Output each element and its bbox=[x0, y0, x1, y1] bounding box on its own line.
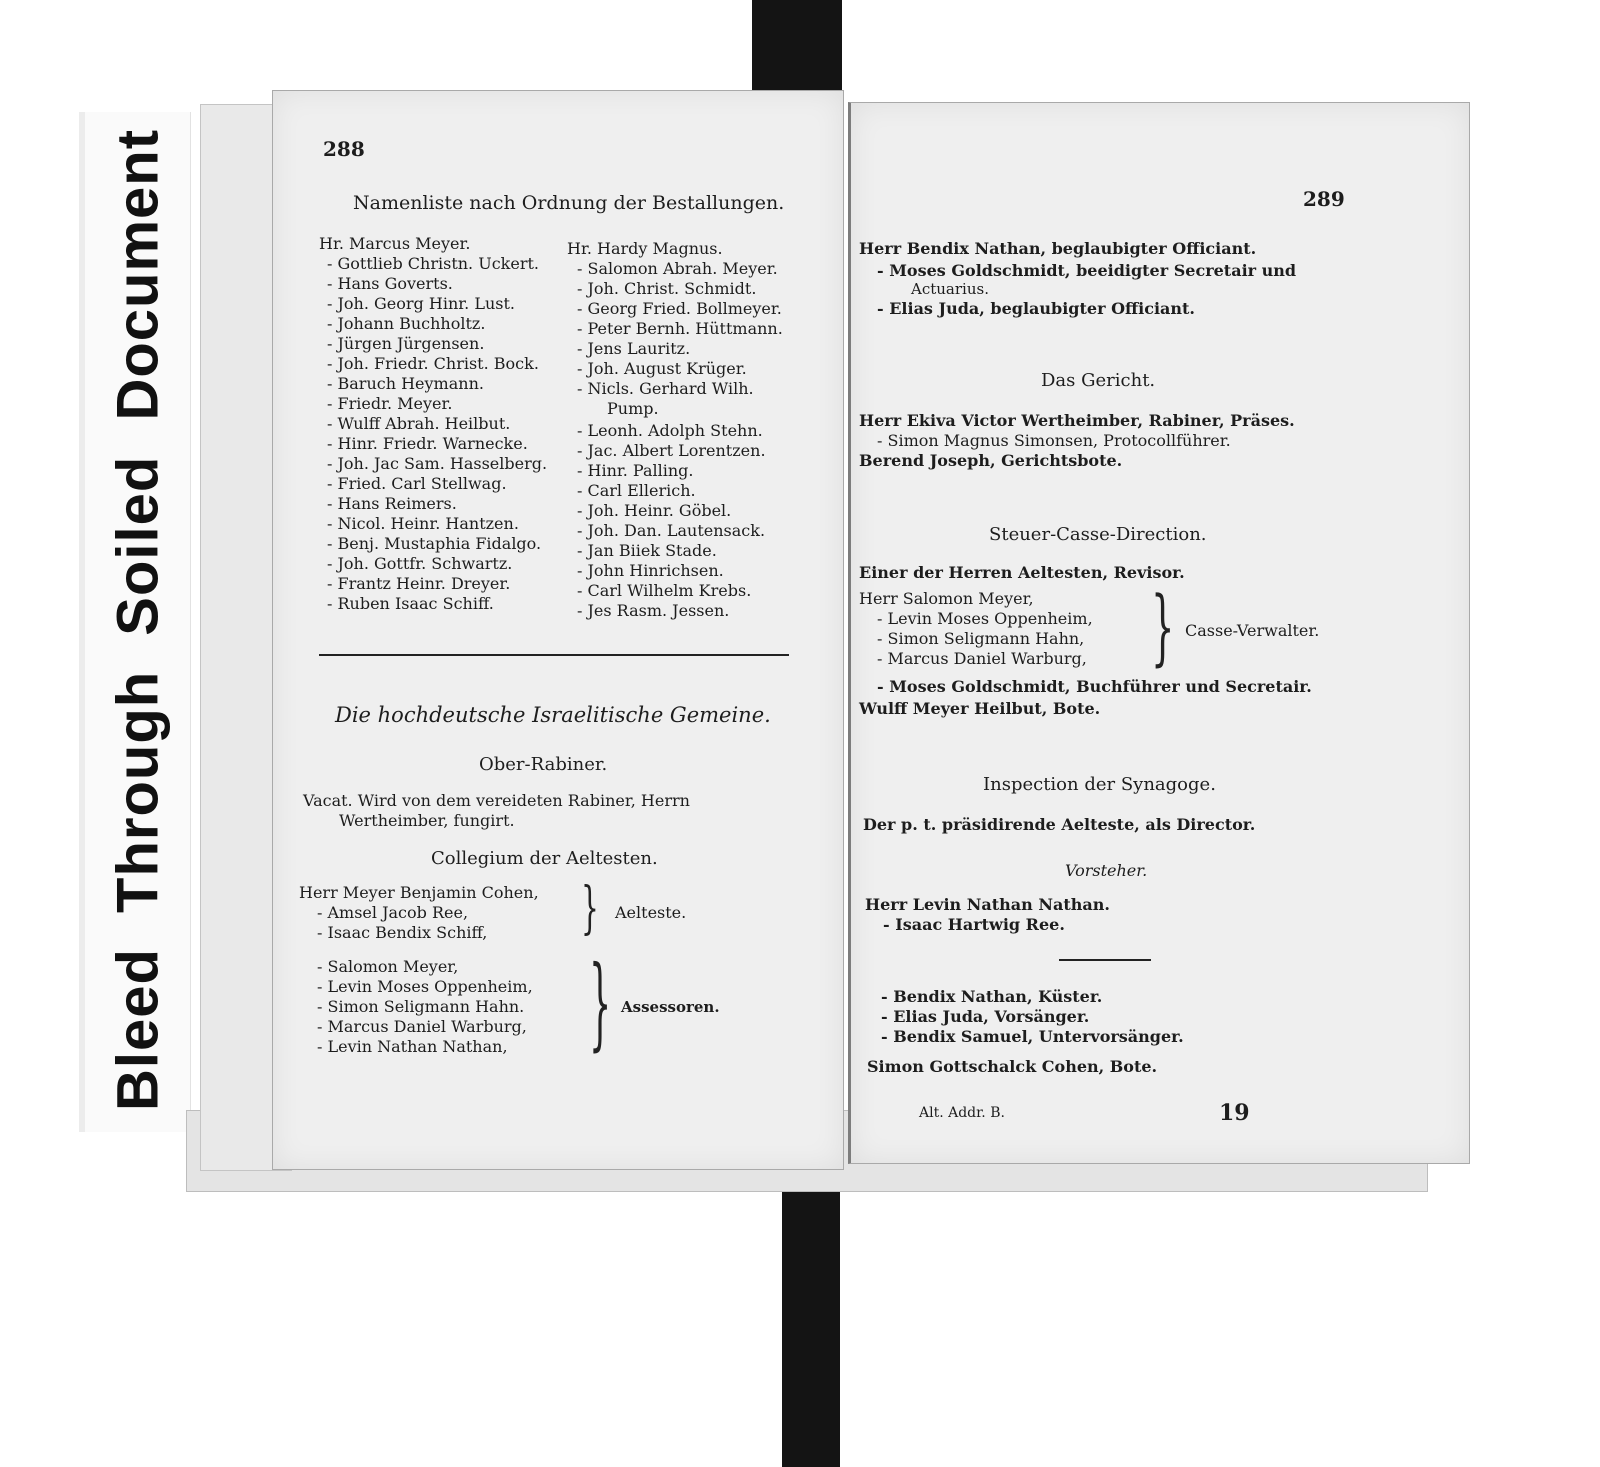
left-page bbox=[272, 90, 844, 1170]
list-item: - Joh. Jac Sam. Hasselberg. bbox=[327, 454, 548, 473]
steuer-heading: Steuer-Casse-Direction. bbox=[989, 524, 1207, 545]
list-item: - Gottlieb Christn. Uckert. bbox=[327, 254, 539, 273]
footer-signature: Alt. Addr. B. bbox=[919, 1105, 1005, 1121]
brace-icon: } bbox=[581, 876, 599, 941]
vorsteher-heading: Vorsteher. bbox=[1065, 861, 1148, 880]
list-heading: Namenliste nach Ordnung der Bestallungen. bbox=[353, 192, 785, 214]
collegium-heading: Collegium der Aeltesten. bbox=[431, 848, 658, 869]
list-item: - Hinr. Friedr. Warnecke. bbox=[327, 434, 528, 453]
list-item: - Nicol. Heinr. Hantzen. bbox=[327, 514, 519, 533]
list-item: - Carl Ellerich. bbox=[577, 481, 696, 500]
list-item: - Joh. Dan. Lautensack. bbox=[577, 521, 766, 540]
list-item: - Marcus Daniel Warburg, bbox=[877, 649, 1087, 668]
right-page bbox=[848, 102, 1470, 1164]
entry-line: - Bendix Samuel, Untervorsänger. bbox=[881, 1027, 1184, 1046]
list-item: - Carl Wilhelm Krebs. bbox=[577, 581, 752, 600]
entry-line: Berend Joseph, Gerichtsbote. bbox=[859, 451, 1123, 470]
assessoren-label: Assessoren. bbox=[621, 998, 720, 1016]
list-item: - Joh. Gottfr. Schwartz. bbox=[327, 554, 513, 573]
director-line: Der p. t. präsidirende Aelteste, als Director. bbox=[863, 815, 1256, 834]
list-item: Pump. bbox=[607, 399, 659, 418]
vacat-text: Wertheimber, fungirt. bbox=[339, 811, 515, 830]
entry-line: - Simon Magnus Simonsen, Protocollführer. bbox=[877, 431, 1231, 450]
entry-line: Simon Gottschalck Cohen, Bote. bbox=[867, 1057, 1158, 1076]
entry-line: - Moses Goldschmidt, Buchführer und Secretair. bbox=[877, 677, 1312, 696]
page-number-left: 288 bbox=[323, 137, 365, 161]
list-item: - John Hinrichsen. bbox=[577, 561, 724, 580]
vacat-text: Vacat. Wird von dem vereideten Rabiner, Herrn bbox=[303, 791, 690, 810]
entry-line: - Isaac Hartwig Ree. bbox=[883, 915, 1065, 934]
list-item: Herr Salomon Meyer, bbox=[859, 589, 1034, 608]
list-item: - Joh. Heinr. Göbel. bbox=[577, 501, 732, 520]
list-item: - Isaac Bendix Schiff, bbox=[317, 923, 488, 942]
list-item: - Marcus Daniel Warburg, bbox=[317, 1017, 527, 1036]
list-item: - Jes Rasm. Jessen. bbox=[577, 601, 730, 620]
casse-label: Casse-Verwalter. bbox=[1185, 621, 1320, 640]
list-item: - Friedr. Meyer. bbox=[327, 394, 453, 413]
list-item: - Nicls. Gerhard Wilh. bbox=[577, 379, 754, 398]
list-item: - Georg Fried. Bollmeyer. bbox=[577, 299, 782, 318]
list-item: - Salomon Meyer, bbox=[317, 957, 459, 976]
gericht-heading: Das Gericht. bbox=[1041, 370, 1156, 391]
revisor-line: Einer der Herren Aeltesten, Revisor. bbox=[859, 563, 1185, 582]
list-item: - Peter Bernh. Hüttmann. bbox=[577, 319, 783, 338]
document-type-label: Bleed Through Soiled Document bbox=[105, 128, 171, 1112]
aelteste-label: Aelteste. bbox=[615, 903, 687, 922]
brace-icon: } bbox=[1151, 580, 1175, 675]
list-item: - Hinr. Palling. bbox=[577, 461, 694, 480]
list-item: - Johann Buchholtz. bbox=[327, 314, 486, 333]
list-item: - Levin Moses Oppenheim, bbox=[317, 977, 533, 996]
binding-strap-bottom bbox=[782, 1160, 840, 1467]
list-item: - Wulff Abrah. Heilbut. bbox=[327, 414, 511, 433]
entry-line: - Elias Juda, Vorsänger. bbox=[881, 1007, 1090, 1026]
list-item: - Leonh. Adolph Stehn. bbox=[577, 421, 763, 440]
list-item: - Levin Moses Oppenheim, bbox=[877, 609, 1093, 628]
list-item: - Jürgen Jürgensen. bbox=[327, 334, 485, 353]
entry-line: - Moses Goldschmidt, beeidigter Secretair und bbox=[877, 261, 1297, 280]
list-item: - Fried. Carl Stellwag. bbox=[327, 474, 507, 493]
list-item: Hr. Marcus Meyer. bbox=[319, 234, 471, 253]
list-item: - Levin Nathan Nathan, bbox=[317, 1037, 508, 1056]
list-item: - Amsel Jacob Ree, bbox=[317, 903, 469, 922]
list-item: - Baruch Heymann. bbox=[327, 374, 484, 393]
list-item: - Jan Biiek Stade. bbox=[577, 541, 717, 560]
list-item: - Benj. Mustaphia Fidalgo. bbox=[327, 534, 542, 553]
entry-line: Herr Bendix Nathan, beglaubigter Officiant. bbox=[859, 239, 1257, 258]
list-item: Hr. Hardy Magnus. bbox=[567, 239, 723, 258]
list-item: - Joh. Georg Hinr. Lust. bbox=[327, 294, 515, 313]
list-item: - Jens Lauritz. bbox=[577, 339, 691, 358]
entry-line: Wulff Meyer Heilbut, Bote. bbox=[859, 699, 1101, 718]
entry-line: Actuarius. bbox=[911, 280, 989, 298]
gemeine-title: Die hochdeutsche Israelitische Gemeine. bbox=[335, 703, 771, 727]
list-item: - Jac. Albert Lorentzen. bbox=[577, 441, 766, 460]
entry-line: - Bendix Nathan, Küster. bbox=[881, 987, 1103, 1006]
list-item: - Hans Goverts. bbox=[327, 274, 453, 293]
list-item: - Frantz Heinr. Dreyer. bbox=[327, 574, 511, 593]
footer-number: 19 bbox=[1219, 1100, 1250, 1126]
entry-line: - Elias Juda, beglaubigter Officiant. bbox=[877, 299, 1195, 318]
list-item: Herr Meyer Benjamin Cohen, bbox=[299, 883, 539, 902]
ober-rabiner-heading: Ober-Rabiner. bbox=[479, 754, 608, 775]
list-item: - Joh. Friedr. Christ. Bock. bbox=[327, 354, 539, 373]
brace-icon: } bbox=[589, 944, 612, 1061]
list-item: - Ruben Isaac Schiff. bbox=[327, 594, 494, 613]
entry-line: Herr Ekiva Victor Wertheimber, Rabiner, Präses. bbox=[859, 411, 1295, 430]
list-item: - Simon Seligmann Hahn. bbox=[317, 997, 525, 1016]
list-item: - Hans Reimers. bbox=[327, 494, 457, 513]
list-item: - Salomon Abrah. Meyer. bbox=[577, 259, 778, 278]
list-item: - Joh. Christ. Schmidt. bbox=[577, 279, 757, 298]
list-item: - Simon Seligmann Hahn, bbox=[877, 629, 1085, 648]
list-item: - Joh. August Krüger. bbox=[577, 359, 747, 378]
entry-line: Herr Levin Nathan Nathan. bbox=[865, 895, 1110, 914]
page-number-right: 289 bbox=[1303, 187, 1345, 211]
section-divider bbox=[319, 654, 789, 656]
inspection-heading: Inspection der Synagoge. bbox=[983, 774, 1216, 795]
section-divider bbox=[1059, 959, 1151, 961]
